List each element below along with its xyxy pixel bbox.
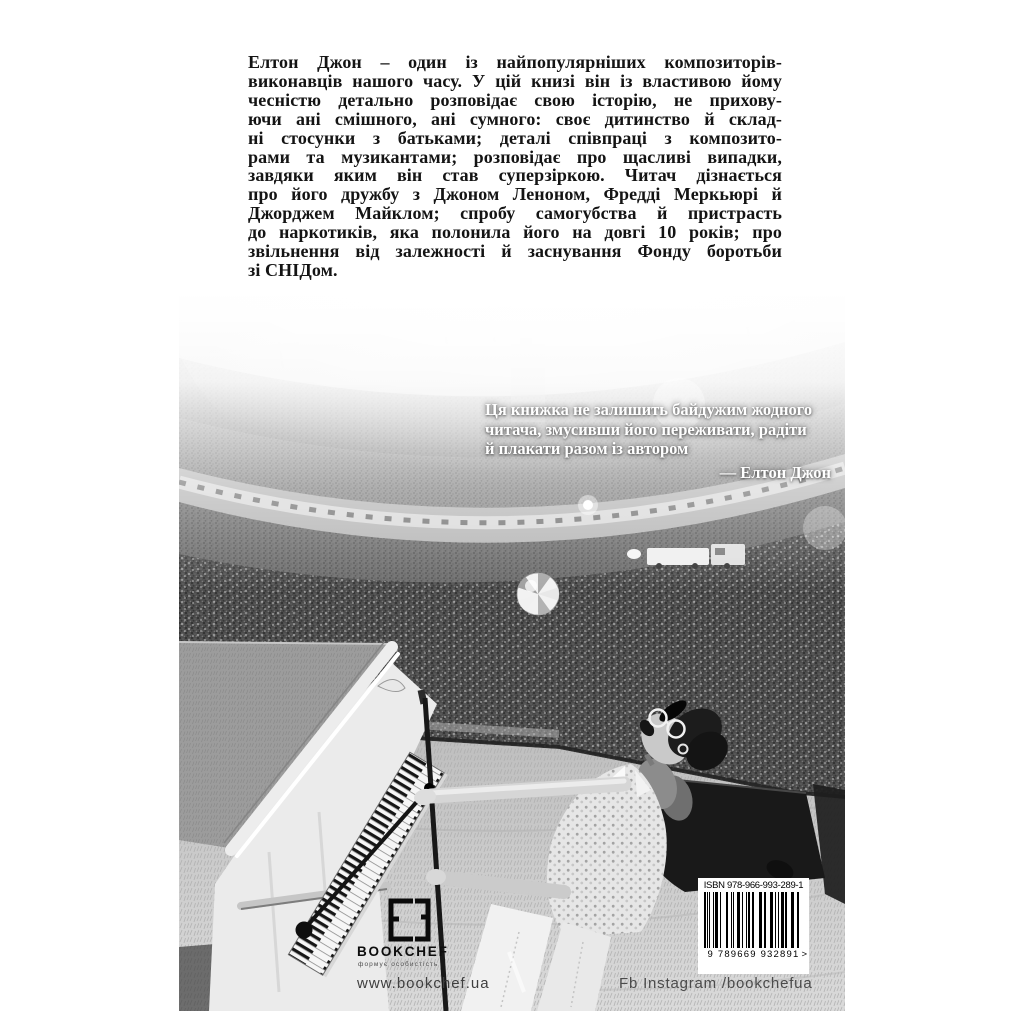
quote-line: й плакати разом із автором [485,439,689,458]
quote-attribution: — Елтон Джон [719,462,831,482]
annotation-line: Джорджем Майклом; спробу самогубства й пристрасть [248,203,782,224]
testimonial-quote [485,400,835,482]
quote-line: Ця книжка не залишить байдужим жодного [485,400,813,419]
publisher-name: BOOKCHEF [357,944,449,959]
annotation-line: звільнення від залежності й заснування Фонду боротьби [248,241,782,262]
isbn-barcode [698,878,809,974]
stadium-photo [179,292,845,1011]
annotation-text [248,53,782,280]
annotation-line: Елтон Джон – один із найпопулярніших композиторів- [248,52,782,72]
publisher-tagline: формує особистість [358,961,439,968]
quote-line: читача, змусивши його переживати, радіти [485,419,807,439]
bookchef-logo-icon [383,898,433,942]
annotation-line: зі СНІДом. [248,259,338,280]
isbn-number: ISBN 978-966-993-289-1 [703,880,804,891]
social-media-handles: Fb Instagram /bookchefua [619,975,813,992]
publisher-website: www.bookchef.ua [357,975,490,992]
annotation-line: виконавців нашого часу. У цій книзі він із властивою йому [248,70,782,91]
barcode-bars [704,892,803,948]
microphone-icon [296,922,313,939]
barcode-digit-string: 9 789669 932891 [707,949,800,960]
barcode-end-mark: > [801,949,807,960]
annotation-line: про його дружбу з Джоном Леноном, Фредді Меркьюрі й [248,184,782,205]
annotation-line: рами та музикантами; розповідає про щасливі випадки, [248,146,782,167]
annotation-line: до наркотиків, яка полонила його на довгі 10 років; про [248,222,782,243]
annotation-line: ні стосунки з батьками; деталі співпраці з композито- [248,127,782,148]
annotation-line: ючи ані смішного, ані сумного: своє дитинство й склад- [248,108,782,129]
annotation-line: чесністю детально розповідає свою історію, не прихову- [248,89,782,110]
annotation-line: завдяки яким він став суперзіркою. Читач дізнається [248,165,782,186]
barcode-digits [702,949,805,960]
